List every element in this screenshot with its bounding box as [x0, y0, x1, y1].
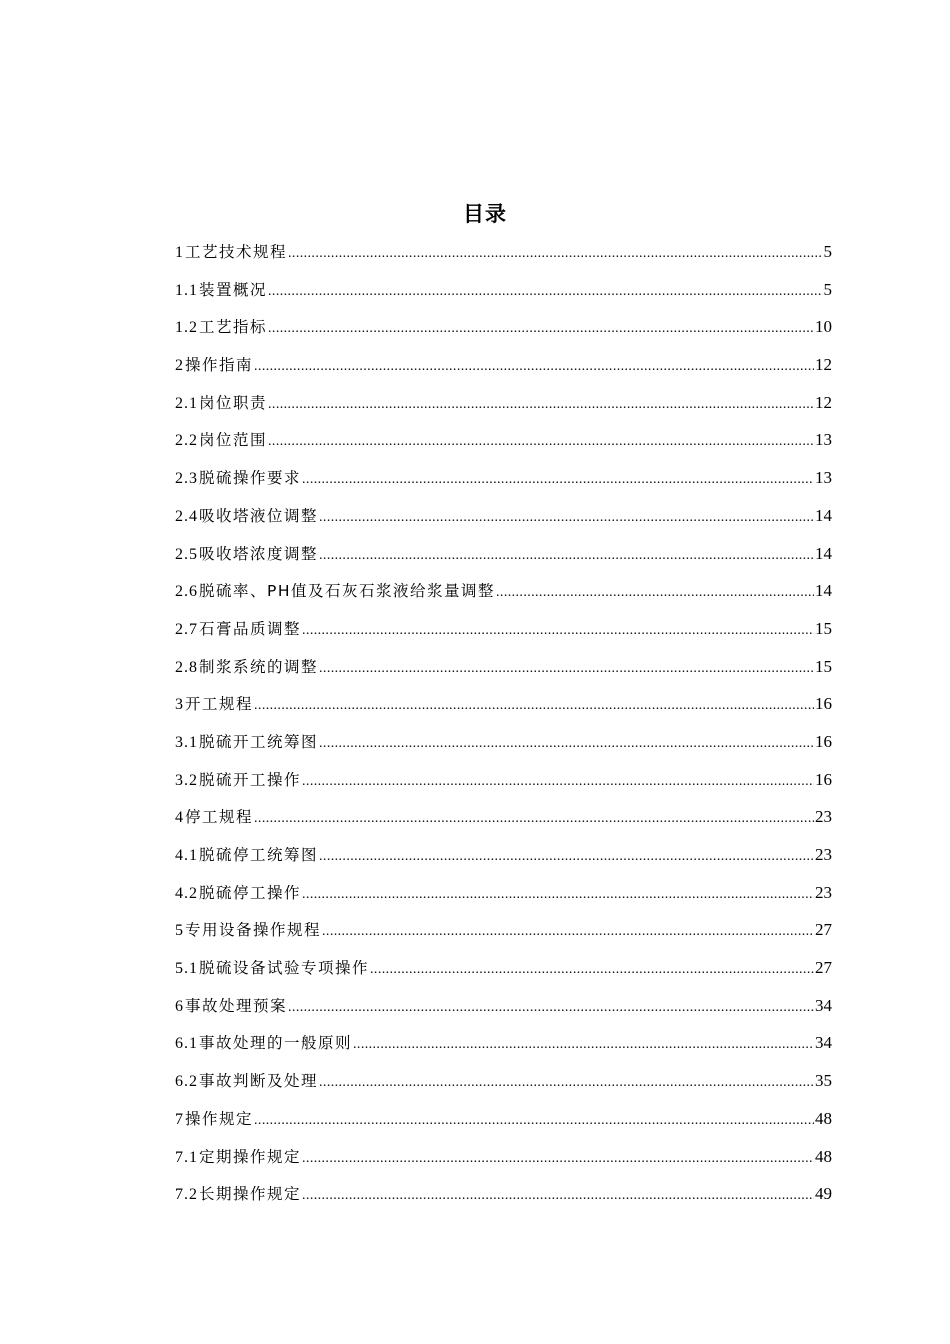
toc-dot-leader [302, 461, 814, 499]
toc-entry-number: 7.1 [175, 1148, 198, 1166]
toc-entry[interactable] [175, 911, 832, 949]
toc-entry-number: 7.2 [175, 1186, 198, 1204]
toc-entry-page-number: 14 [815, 581, 832, 601]
toc-entry-page-number: 10 [815, 317, 832, 337]
toc-dot-leader [319, 499, 814, 537]
toc-entry-page-number: 13 [815, 430, 832, 450]
toc-entry-number: 7 [175, 1110, 184, 1128]
toc-entry-title: 定期操作规定 [199, 1147, 302, 1166]
toc-entry-title: 岗位范围 [199, 431, 268, 450]
toc-entry-page-number: 12 [815, 392, 832, 412]
toc-entry-page-number: 48 [815, 1146, 832, 1166]
toc-dot-leader [268, 273, 822, 311]
toc-entry-title: 操作指南 [185, 356, 254, 375]
toc-dot-leader [370, 951, 814, 989]
toc-entry-title: 事故处理的一般原则 [199, 1034, 353, 1053]
toc-entry-number: 4.1 [175, 847, 198, 864]
toc-dot-leader [254, 800, 814, 838]
toc-entry[interactable] [175, 233, 832, 271]
toc-entry-page-number: 23 [815, 807, 832, 827]
toc-entry-page-number: 12 [815, 355, 832, 375]
toc-dot-leader [302, 876, 814, 914]
toc-entry-number: 2.3 [175, 470, 198, 488]
toc-entry-title: 石膏品质调整 [199, 619, 302, 638]
toc-entry[interactable] [175, 1138, 832, 1176]
toc-entry[interactable] [175, 1100, 832, 1138]
toc-entry-number: 3 [175, 696, 184, 714]
toc-entry-number: 6 [175, 997, 184, 1015]
toc-entry-page-number: 13 [815, 468, 832, 488]
toc-entry-page-number: 5 [823, 242, 832, 261]
toc-entry[interactable] [175, 346, 832, 384]
toc-dot-leader [302, 612, 814, 650]
toc-entry[interactable] [175, 459, 832, 497]
toc-dot-leader [268, 423, 814, 461]
toc-entry-number: 2.6 [175, 583, 198, 601]
toc-entry-page-number: 48 [815, 1108, 832, 1128]
toc-entry[interactable] [175, 497, 832, 535]
toc-dot-leader [288, 235, 822, 273]
toc-entry-title: 专用设备操作规程 [185, 921, 322, 940]
toc-entry-title: 脱硫设备试验专项操作 [199, 959, 370, 978]
toc-entry[interactable] [175, 572, 832, 610]
toc-entry-number: 2.1 [175, 394, 198, 412]
toc-entry-title: 事故处理预案 [185, 996, 288, 1015]
toc-dot-leader [319, 838, 814, 876]
toc-entry-page-number: 27 [815, 958, 832, 978]
toc-entry-title: 脱硫操作要求 [199, 469, 302, 488]
toc-entry-title: 工艺技术规程 [185, 243, 288, 261]
toc-entry[interactable] [175, 535, 832, 573]
toc-entry-title: 工艺指标 [199, 318, 268, 337]
toc-dot-leader [353, 1026, 814, 1064]
toc-entry-title: 吸收塔液位调整 [199, 506, 319, 525]
toc-entry[interactable] [175, 798, 832, 836]
toc-entry-page-number: 23 [815, 882, 832, 902]
toc-entry-title: 停工规程 [185, 808, 254, 827]
toc-dot-leader [496, 574, 814, 612]
toc-entry[interactable] [175, 987, 832, 1025]
toc-entry[interactable] [175, 271, 832, 309]
toc-dot-leader [319, 1064, 814, 1102]
toc-entry-page-number: 49 [815, 1184, 832, 1204]
toc-entry[interactable] [175, 723, 832, 761]
toc-entry-title: 事故判断及处理 [199, 1072, 319, 1091]
toc-entry-page-number: 34 [815, 995, 832, 1015]
toc-entry-number: 6.2 [175, 1073, 198, 1091]
toc-entry-number: 3.2 [175, 771, 198, 789]
toc-entry-number: 4.2 [175, 884, 198, 902]
toc-entry-title: 脱硫率、PH值及石灰石浆液给浆量调整 [199, 582, 496, 601]
toc-entry-title: 脱硫停工统筹图 [199, 846, 319, 864]
toc-entry-page-number: 15 [815, 656, 832, 676]
toc-entry-title: 脱硫开工操作 [199, 770, 302, 789]
toc-entry-number: 2.8 [175, 658, 198, 676]
table-of-contents [175, 233, 832, 1213]
toc-entry[interactable] [175, 308, 832, 346]
toc-entry[interactable] [175, 1062, 832, 1100]
toc-dot-leader [268, 386, 814, 424]
toc-entry-number: 2.2 [175, 432, 198, 450]
toc-dot-leader [322, 913, 814, 951]
toc-dot-leader [268, 310, 814, 348]
toc-entry-page-number: 23 [815, 845, 832, 864]
toc-dot-leader [254, 348, 814, 386]
toc-entry-number: 3.1 [175, 733, 198, 751]
toc-entry-page-number: 35 [815, 1071, 832, 1091]
toc-entry-number: 2.5 [175, 545, 198, 563]
toc-entry-number: 2.4 [175, 507, 198, 525]
toc-entry-page-number: 16 [815, 694, 832, 714]
toc-entry-page-number: 27 [815, 920, 832, 940]
toc-entry[interactable] [175, 1024, 832, 1062]
toc-entry-title: 岗位职责 [199, 393, 268, 412]
toc-dot-leader [302, 1177, 814, 1215]
toc-dot-leader [319, 650, 814, 688]
toc-entry-page-number: 34 [815, 1033, 832, 1053]
toc-entry[interactable] [175, 949, 832, 987]
toc-entry-title: 脱硫停工操作 [199, 883, 302, 902]
toc-entry[interactable] [175, 384, 832, 422]
toc-dot-leader [254, 687, 814, 725]
toc-entry-title: 装置概况 [199, 280, 268, 299]
toc-entry-page-number: 5 [823, 279, 832, 299]
toc-entry-number: 1.2 [175, 319, 198, 337]
toc-entry-number: 2.7 [175, 620, 198, 638]
toc-entry-page-number: 15 [815, 618, 832, 638]
toc-entry-title: 操作规定 [185, 1109, 254, 1128]
toc-dot-leader [319, 725, 814, 763]
toc-entry-title: 脱硫开工统筹图 [199, 732, 319, 751]
page-title: 目录 [463, 202, 507, 226]
toc-entry-title: 开工规程 [185, 695, 254, 714]
toc-entry-number: 5 [175, 922, 184, 940]
toc-entry-number: 1 [175, 244, 184, 261]
toc-entry-title: 吸收塔浓度调整 [199, 544, 319, 563]
toc-entry-number: 2 [175, 357, 184, 375]
toc-entry[interactable] [175, 610, 832, 648]
toc-dot-leader [302, 1140, 814, 1178]
toc-entry-page-number: 14 [815, 505, 832, 525]
toc-entry-title: 长期操作规定 [199, 1185, 302, 1204]
toc-entry[interactable] [175, 648, 832, 686]
toc-entry-number: 1.1 [175, 281, 198, 299]
toc-entry-title: 制浆系统的调整 [199, 657, 319, 676]
toc-entry[interactable] [175, 421, 832, 459]
toc-entry-number: 6.1 [175, 1035, 198, 1053]
toc-entry[interactable] [175, 874, 832, 912]
toc-entry-number: 5.1 [175, 960, 198, 978]
toc-dot-leader [302, 763, 814, 801]
toc-dot-leader [288, 989, 814, 1027]
toc-dot-leader [254, 1102, 814, 1140]
toc-dot-leader [319, 537, 814, 575]
toc-entry[interactable] [175, 685, 832, 723]
toc-entry-number: 4 [175, 809, 184, 827]
toc-entry-page-number: 14 [815, 543, 832, 563]
toc-entry[interactable] [175, 1175, 832, 1213]
toc-entry-page-number: 16 [815, 769, 832, 789]
toc-entry-page-number: 16 [815, 731, 832, 751]
toc-entry[interactable] [175, 836, 832, 874]
toc-entry[interactable] [175, 761, 832, 799]
